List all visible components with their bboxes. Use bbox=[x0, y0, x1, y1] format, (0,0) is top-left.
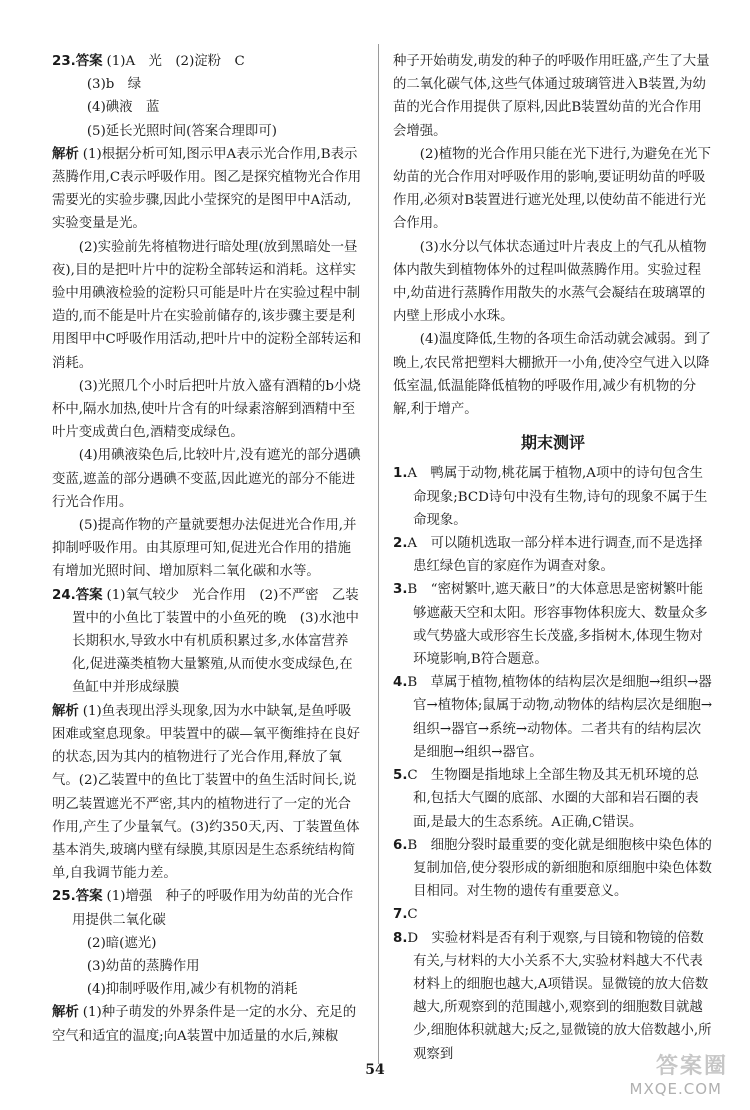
answer-line: (4)碘液 蓝 bbox=[86, 100, 160, 116]
q25-answer: 25.答案 (1)增强 种子的呼吸作用为幼苗的光合作用提供二氧化碳 bbox=[52, 889, 354, 928]
analysis-label: 解析 bbox=[52, 703, 79, 719]
left-column bbox=[52, 50, 364, 1048]
analysis-paragraph: (3)光照几个小时后把叶片放入盛有酒精的b小烧杯中,隔水加热,使叶片含有的叶绿素溶解到酒精中至叶片变成黄白色,酒精变成绿色。 bbox=[52, 378, 361, 441]
question-number: 24. bbox=[52, 587, 76, 603]
list-item: 8.D 实验材料是否有利于观察,与目镜和物镜的倍数有关,与材料的大小关系不大,实验材料越大不代表材料上的细胞也越大,A项错误。显微镜的放大倍数越大,所观察到的范围越小,观察到的细胞数目就越少,细胞体积就越大;反之,显微镜的放大倍数越小,所观察到 bbox=[393, 930, 712, 1062]
q24-answer: 24.答案 (1)氧气较少 光合作用 (2)不严密 乙装置中的小鱼比丁装置中的小鱼死的晚 (3)水池中长期积水,导致水中有机质积累过多,水体富营养化,促进藻类植物大量繁殖,从而使水变成绿色,在鱼缸中并形成绿膜 bbox=[52, 587, 359, 696]
analysis-paragraph: (5)提高作物的产量就要想办法促进光合作用,并抑制呼吸作用。由其原理可知,促进光合作用的措施有增加光照时间、增加原料二氧化碳和水等。 bbox=[52, 518, 357, 580]
answer-label: 答案 bbox=[75, 587, 103, 603]
answer-line: (3)幼苗的蒸腾作用 bbox=[86, 958, 200, 974]
analysis-paragraph: (2)植物的光合作用只能在光下进行,为避免在光下幼苗的光合作用对呼吸作用的影响,要证明幼苗的呼吸作用,必须对B装置进行遮光处理,以使幼苗不能进行光合作用。 bbox=[393, 146, 711, 232]
list-item: 1.A 鸭属于动物,桃花属于植物,A项中的诗句包含生命现象;BCD诗句中没有生物,诗句的现象不属于生命现象。 bbox=[393, 466, 708, 528]
analysis-paragraph: (4)温度降低,生物的各项生命活动就会减弱。到了晚上,农民常把塑料大棚掀开一小角,使冷空气进入以降低室温,低温能降低植物的呼吸作用,减少有机物的分解,利于增产。 bbox=[393, 332, 711, 418]
answer-label: 答案 bbox=[75, 54, 103, 69]
watermark-url: MXQE.COM bbox=[629, 1080, 722, 1098]
analysis-label: 解析 bbox=[52, 146, 79, 162]
analysis-paragraph: (2)实验前先将植物进行暗处理(放到黑暗处一昼夜),目的是把叶片中的淀粉全部转运和消耗。这样实验中用碘液检验的淀粉只可能是叶片在实验过程中制造的,而不能是叶片在实验前储存的,该步骤主要是利用图甲中C呼吸作用活动,把叶片中的淀粉全部转运和消耗。 bbox=[52, 239, 362, 371]
column-divider bbox=[378, 44, 379, 1064]
answer-line: (4)抑制呼吸作用,减少有机物的消耗 bbox=[86, 982, 298, 998]
question-number: 25. bbox=[52, 889, 76, 905]
analysis-paragraph: 解析 (1)种子萌发的外界条件是一定的水分、充足的空气和适宜的温度;向A装置中加适量的水后,辣椒 bbox=[52, 1005, 357, 1044]
list-item: 4.B 草属于植物,植物体的结构层次是细胞→组织→器官→植物体;鼠属于动物,动物体的结构层次是细胞→组织→器官→系统→动物体。二者共有的结构层次是细胞→组织→器官。 bbox=[393, 675, 713, 760]
right-column bbox=[393, 50, 713, 1066]
page-number: 54 bbox=[365, 1062, 385, 1078]
analysis-paragraph: (3)水分以气体状态通过叶片表皮上的气孔从植物体内散失到植物体外的过程叫做蒸腾作用。实验过程中,幼苗进行蒸腾作用散失的水蒸气会凝结在玻璃罩的内壁上形成小水珠。 bbox=[393, 239, 707, 325]
analysis-paragraph: 解析 (1)根据分析可知,图示甲A表示光合作用,B表示蒸腾作用,C表示呼吸作用。图乙是探究植物光合作用需要光的实验步骤,因此小莹探究的是图甲中A活动,实验变量是光。 bbox=[52, 146, 362, 232]
answer-line: (2)暗(遮光) bbox=[86, 935, 157, 951]
list-item: 2.A 可以随机选取一部分样本进行调查,而不是选择患红绿色盲的家庭作为调查对象。 bbox=[393, 536, 703, 575]
analysis-label: 解析 bbox=[52, 1005, 79, 1021]
answer-line: (3)b 绿 bbox=[86, 77, 142, 93]
answer-list bbox=[393, 462, 713, 1065]
answer-line: (5)延长光照时间(答案合理即可) bbox=[86, 123, 277, 139]
question-number: 23. bbox=[52, 54, 76, 69]
list-item: 3.B “密树繁叶,遮天蔽日”的大体意思是密树繁叶能够遮蔽天空和太阳。形容事物体积庞大、数量众多或气势盛大或形容生长茂盛,多指树木,体现生物对环境影响,B符合题意。 bbox=[393, 582, 708, 668]
watermark-logo bbox=[602, 1050, 742, 1104]
list-item: 7.C bbox=[393, 907, 418, 923]
section-title: 期末测评 bbox=[520, 433, 585, 453]
q23-answer bbox=[52, 50, 364, 73]
continued-paragraph: 种子开始萌发,萌发的种子的呼吸作用旺盛,产生了大量的二氧化碳气体,这些气体通过玻璃管进入B装置,为幼苗的光合作用提供了原料,因此B装置幼苗的光合作用会增强。 bbox=[393, 54, 710, 139]
list-item: 6.B 细胞分裂时最重要的变化就是细胞核中染色体的复制加倍,使分裂形成的新细胞和原细胞中染色体数目相同。对生物的遗传有重要意义。 bbox=[393, 837, 712, 900]
watermark-badge: 答案圈 bbox=[655, 1054, 728, 1079]
answer-label: 答案 bbox=[75, 889, 103, 905]
analysis-paragraph: 解析 (1)鱼表现出浮头现象,因为水中缺氧,是鱼呼吸困难或窒息现象。甲装置中的碳—氧平衡维持在良好的状态,因为其内的植物进行了光合作用,释放了氧气。(2)乙装置中的鱼比丁装置中的鱼生活时间长,说明乙装置遮光不严密,其内的植物进行了一定的光合作用,产生了少量氧气。(3)约350天,丙、丁装置鱼体基本消失,玻璃内壁有绿膜,其原因是生态系统结构简单,自我调节能力差。 bbox=[52, 703, 360, 882]
analysis-paragraph: (4)用碘液染色后,比较叶片,没有遮光的部分遇碘变蓝,遮盖的部分遇碘不变蓝,因此遮光的部分不能进行光合作用。 bbox=[52, 448, 361, 510]
list-item: 5.C 生物圈是指地球上全部生物及其无机环境的总和,包括大气圈的底部、水圈的大部和岩石圈的表面,是最大的生态系统。A正确,C错误。 bbox=[393, 768, 699, 830]
answer-text: (1)A 光 (2)淀粉 C bbox=[106, 54, 245, 69]
